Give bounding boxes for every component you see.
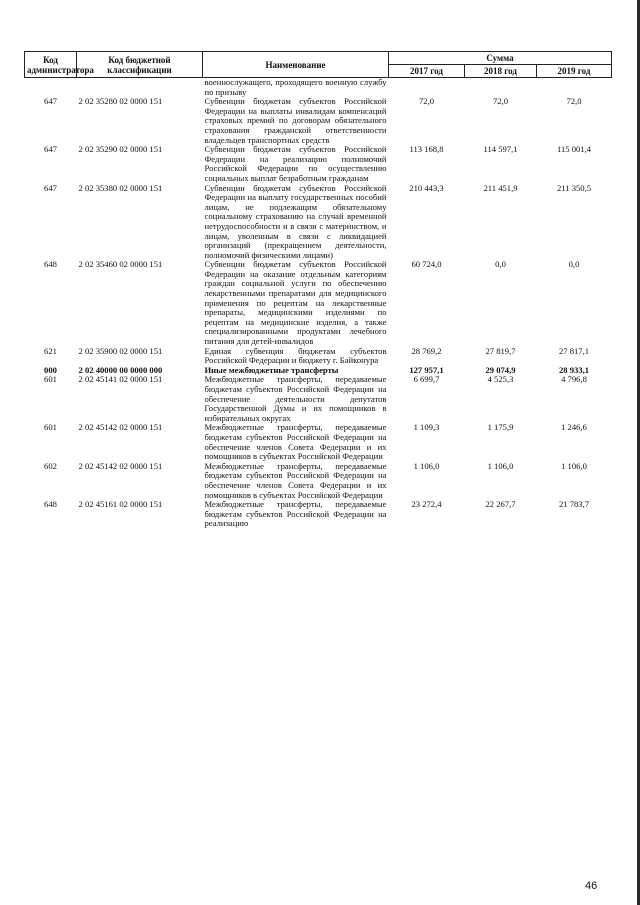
kbk-code: 2 02 45142 02 0000 151: [78, 422, 163, 433]
table-row: [25, 184, 612, 261]
row-name: Единая субвенция бюджетам субъектов Российской Федерации и бюджету г. Байконура: [204, 345, 387, 366]
sum-2017: 1 109,3: [413, 422, 440, 433]
header-year-2018: 2018 год: [465, 65, 537, 78]
sum-2017: 60 724,0: [411, 259, 442, 270]
sum-2017: 1 106,0: [413, 460, 440, 471]
sum-2017: 28 769,2: [411, 345, 442, 356]
admin-code: 602: [44, 460, 57, 471]
sum-2018: [465, 78, 537, 98]
admin-code: 647: [44, 96, 57, 107]
sum-2019: 4 796,8: [561, 374, 587, 385]
row-name: военнослужащего, проходящего военную службу по призыву: [204, 77, 387, 97]
sum-2018: 1 106,0: [487, 460, 514, 471]
sum-2018: 4 525,3: [487, 374, 514, 385]
header-admin-code: Код администратора: [25, 52, 77, 78]
row-name: Межбюджетные трансферты, передаваемые бюджетам субъектов Российской Федерации на реализацию: [204, 499, 387, 529]
sum-2019: 28 933,1: [558, 364, 590, 375]
sum-2018: 72,0: [492, 96, 509, 107]
sum-2018: 1 175,9: [487, 422, 514, 433]
kbk-code: [77, 78, 203, 98]
kbk-code: 2 02 45161 02 0000 151: [78, 499, 163, 510]
sum-2019: 211 350,5: [556, 182, 592, 193]
admin-code: 621: [44, 345, 57, 356]
header-kbk: Код бюджетной классификации: [77, 52, 203, 78]
row-name: Межбюджетные трансферты, передаваемые бюджетам субъектов Российской Федерации на обеспечение членов Совета Федерации и их помощников в субъектах Российской Федерации: [204, 460, 387, 500]
admin-code: 000: [44, 364, 57, 375]
kbk-code: 2 02 45141 02 0000 151: [78, 374, 163, 385]
budget-table: [24, 51, 612, 529]
sum-2019: [537, 78, 612, 98]
sum-2017: 6 699,7: [413, 374, 440, 385]
header-sum: Сумма: [389, 52, 612, 65]
sum-2018: 22 267,7: [485, 499, 516, 510]
kbk-code: 2 02 35290 02 0000 151: [78, 144, 163, 155]
sum-2017: 127 957,1: [409, 364, 444, 375]
table-row: [25, 145, 612, 183]
sum-2017: [389, 78, 465, 98]
header-year-2017: 2017 год: [389, 65, 465, 78]
kbk-code: 2 02 35460 02 0000 151: [78, 259, 163, 270]
row-name: Межбюджетные трансферты, передаваемые бюджетам субъектов Российской Федерации на обеспечение деятельности депутатов Государственной Думы и их помощников в избирательных округах: [204, 374, 387, 423]
kbk-code: 2 02 45142 02 0000 151: [78, 460, 163, 471]
sum-2019: 0,0: [568, 259, 580, 270]
admin-code: 648: [44, 259, 57, 270]
row-name: Субвенции бюджетам субъектов Российской Федерации на реализацию полномочий Российской Федерации по осуществлению социальных выплат безработным гражданам: [204, 144, 387, 183]
sum-2018: 29 074,9: [485, 364, 516, 375]
table-row: [25, 97, 612, 145]
row-name: Субвенции бюджетам субъектов Российской Федерации на оказание отдельным категориям граждан социальной услуги по обеспечению лекарственными препаратами для медицинского применения по рецептам на лекарственные препараты, медицинскими изделиями по рецептам на медицинские изделия, а также специализированными продуктами лечебного питания для детей-инвалидов: [204, 259, 387, 347]
sum-2017: 23 272,4: [411, 499, 442, 510]
sum-2019: 21 783,7: [558, 499, 590, 510]
kbk-code: 2 02 35380 02 0000 151: [78, 182, 163, 193]
kbk-code: 2 02 35900 02 0000 151: [78, 345, 163, 356]
admin-code: 601: [44, 374, 57, 385]
table-row: [25, 347, 612, 366]
page-number: 46: [585, 880, 598, 892]
table-row: [25, 500, 612, 529]
table-row: [25, 260, 612, 346]
kbk-code: 2 02 35280 02 0000 151: [78, 96, 163, 107]
header-name: Наименование: [203, 52, 389, 78]
table-row: [25, 462, 612, 500]
admin-code: 648: [44, 499, 57, 510]
header-year-2019: 2019 год: [537, 65, 612, 78]
sum-2018: 0,0: [495, 259, 506, 270]
kbk-code: 2 02 40000 00 0000 000: [78, 364, 163, 375]
row-name: Субвенции бюджетам субъектов Российской Федерации на выплату государственных пособий лицам, не подлежащим обязательному социальному страхованию на случай временной нетрудоспособности и в связи с материнством, и лицам, уволенным в связи с ликвидацией организаций (прекращением деятельности, полномочий физическими лицами): [204, 182, 387, 260]
row-name: Межбюджетные трансферты, передаваемые бюджетам субъектов Российской Федерации на обеспечение членов Совета Федерации и их помощников в субъектах Российской Федерации: [204, 422, 387, 462]
admin-code: [25, 78, 77, 98]
sum-2017: 210 443,3: [409, 182, 444, 193]
sum-2019: 27 817,1: [558, 345, 590, 356]
sum-2019: 115 001,4: [556, 144, 592, 155]
table-row: [25, 423, 612, 461]
sum-2018: 114 597,1: [483, 144, 518, 155]
sum-2018: 211 451,9: [483, 182, 518, 193]
table-body: [25, 78, 612, 529]
sum-2019: 1 246,6: [561, 422, 587, 433]
sum-2019: 1 106,0: [561, 460, 587, 471]
admin-code: 647: [44, 144, 57, 155]
admin-code: 601: [44, 422, 57, 433]
sum-2017: 113 168,8: [409, 144, 444, 155]
sum-2017: 72,0: [418, 96, 435, 107]
table-row: [25, 78, 612, 98]
sum-2019: 72,0: [566, 96, 582, 107]
sum-2018: 27 819,7: [485, 345, 516, 356]
row-name: Субвенции бюджетам субъектов Российской Федерации на выплаты инвалидам компенсаций страховых премий по договорам обязательного страхования гражданской ответственности владельцев транспортных средств: [204, 96, 387, 145]
row-name: Иные межбюджетные трансферты: [204, 364, 339, 375]
admin-code: 647: [44, 182, 57, 193]
table-row: [25, 375, 612, 423]
